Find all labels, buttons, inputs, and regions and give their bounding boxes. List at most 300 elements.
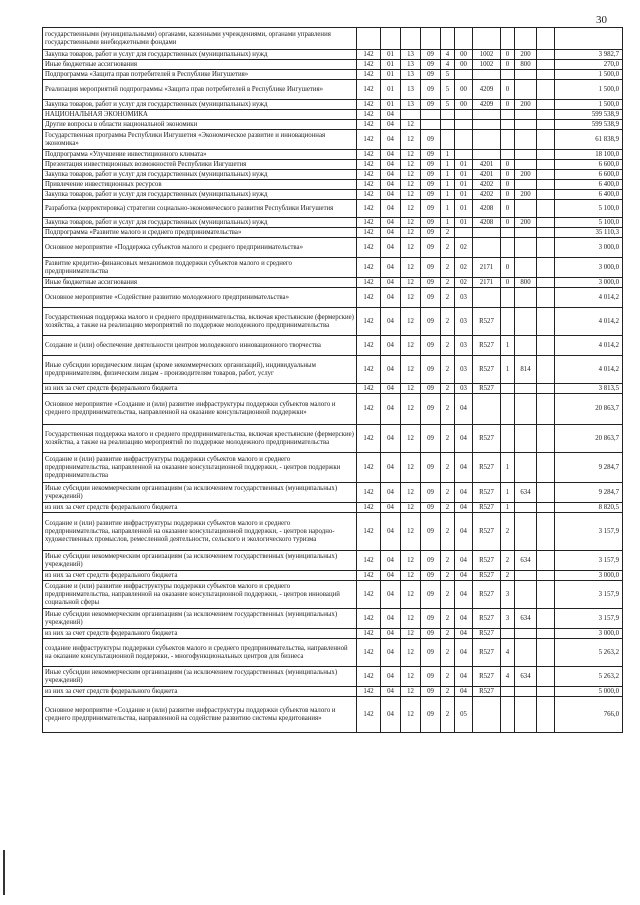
row-code-cell <box>515 110 537 120</box>
row-code-cell: 0 <box>501 200 515 218</box>
row-code-cell: 2 <box>441 453 455 483</box>
row-amount-cell: 3 000,0 <box>555 238 623 258</box>
row-code-cell: 04 <box>381 130 401 150</box>
row-code-cell: 04 <box>381 180 401 190</box>
row-name-cell: государственными (муниципальными) органами, казенными учреждениями, органами управления государственными внебюджетными фондами <box>43 28 357 50</box>
row-code-cell: 04 <box>381 581 401 609</box>
row-code-cell <box>501 28 515 50</box>
row-code-cell: 142 <box>357 697 381 733</box>
row-code-cell: 02 <box>455 238 473 258</box>
row-code-cell <box>537 200 555 218</box>
row-code-cell: 12 <box>401 609 421 629</box>
row-code-cell: 09 <box>421 228 441 238</box>
row-name-cell: Государственная программа Республики Ингушетия «Экономическое развитие и инновационная экономика» <box>43 130 357 150</box>
row-code-cell: R527 <box>473 483 501 503</box>
table-row <box>43 28 623 50</box>
row-code-cell <box>537 218 555 228</box>
table-row <box>43 394 623 425</box>
row-code-cell <box>537 50 555 60</box>
row-code-cell: 09 <box>421 581 441 609</box>
row-code-cell: 0 <box>501 100 515 110</box>
row-code-cell: 2 <box>441 513 455 551</box>
row-code-cell: 142 <box>357 667 381 687</box>
row-code-cell <box>515 130 537 150</box>
row-amount-cell: 270,0 <box>555 60 623 70</box>
row-code-cell: 1002 <box>473 50 501 60</box>
row-code-cell: 634 <box>515 483 537 503</box>
row-code-cell: 09 <box>421 551 441 571</box>
row-code-cell: 142 <box>357 70 381 80</box>
row-code-cell <box>537 60 555 70</box>
row-code-cell: 634 <box>515 551 537 571</box>
row-code-cell: 2 <box>441 697 455 733</box>
row-code-cell: 09 <box>421 170 441 180</box>
row-amount-cell: 20 863,7 <box>555 425 623 453</box>
row-code-cell: 13 <box>401 60 421 70</box>
row-code-cell <box>515 571 537 581</box>
row-code-cell: 09 <box>421 70 441 80</box>
row-name-cell: Подпрограмма «Развитие малого и среднего предпринимательства» <box>43 228 357 238</box>
row-amount-cell: 6 600,0 <box>555 160 623 170</box>
row-code-cell: 12 <box>401 425 421 453</box>
row-code-cell: 4202 <box>473 190 501 200</box>
row-code-cell: 12 <box>401 384 421 394</box>
row-code-cell: 2 <box>501 513 515 551</box>
row-code-cell: 04 <box>381 200 401 218</box>
row-code-cell: R527 <box>473 667 501 687</box>
table-row <box>43 200 623 218</box>
row-code-cell: 142 <box>357 581 381 609</box>
row-name-cell: Другие вопросы в области национальной экономики <box>43 120 357 130</box>
table-row <box>43 228 623 238</box>
row-code-cell: 142 <box>357 238 381 258</box>
table-row <box>43 308 623 336</box>
row-code-cell <box>515 394 537 425</box>
row-code-cell: 04 <box>381 218 401 228</box>
row-code-cell: 09 <box>421 571 441 581</box>
row-code-cell <box>501 687 515 697</box>
row-code-cell: 04 <box>381 150 401 160</box>
row-amount-cell: 766,0 <box>555 697 623 733</box>
row-code-cell: 09 <box>421 50 441 60</box>
row-code-cell: 09 <box>421 394 441 425</box>
row-code-cell <box>537 238 555 258</box>
row-code-cell: 04 <box>381 238 401 258</box>
row-code-cell <box>515 238 537 258</box>
row-code-cell <box>455 70 473 80</box>
row-code-cell <box>537 384 555 394</box>
row-code-cell: 142 <box>357 288 381 308</box>
row-code-cell <box>501 308 515 336</box>
row-code-cell: 2 <box>441 258 455 278</box>
row-code-cell: 12 <box>401 453 421 483</box>
row-code-cell: 142 <box>357 308 381 336</box>
row-code-cell <box>473 28 501 50</box>
row-code-cell: 142 <box>357 394 381 425</box>
row-code-cell <box>537 503 555 513</box>
row-code-cell: 2 <box>441 394 455 425</box>
row-code-cell: 04 <box>381 513 401 551</box>
row-code-cell: 04 <box>455 425 473 453</box>
row-code-cell: 12 <box>401 667 421 687</box>
row-amount-cell: 4 014,2 <box>555 356 623 384</box>
row-code-cell: 4208 <box>473 200 501 218</box>
row-code-cell: 2 <box>441 571 455 581</box>
row-code-cell: 142 <box>357 503 381 513</box>
row-code-cell: 2 <box>441 238 455 258</box>
row-code-cell: 4 <box>501 639 515 667</box>
row-code-cell <box>515 70 537 80</box>
row-code-cell: 12 <box>401 503 421 513</box>
table-row <box>43 425 623 453</box>
row-code-cell <box>515 228 537 238</box>
row-code-cell: 04 <box>381 667 401 687</box>
row-name-cell: создание инфраструктуры поддержки субъектов малого и среднего предпринимательства, направленной на оказание консультационной поддержки, - многофункциональных центров для бизнеса <box>43 639 357 667</box>
row-code-cell: 04 <box>455 581 473 609</box>
row-code-cell: 800 <box>515 60 537 70</box>
row-code-cell: 5 <box>441 80 455 100</box>
row-code-cell <box>455 120 473 130</box>
row-code-cell <box>473 228 501 238</box>
row-code-cell: 142 <box>357 180 381 190</box>
row-code-cell: 142 <box>357 160 381 170</box>
row-code-cell: 09 <box>421 503 441 513</box>
row-code-cell: 01 <box>455 218 473 228</box>
scan-edge-mark <box>3 850 5 895</box>
row-code-cell: 00 <box>455 80 473 100</box>
row-code-cell: R527 <box>473 571 501 581</box>
row-amount-cell: 61 838,9 <box>555 130 623 150</box>
row-code-cell <box>537 308 555 336</box>
row-code-cell <box>357 28 381 50</box>
row-code-cell <box>515 629 537 639</box>
row-code-cell: 09 <box>421 639 441 667</box>
row-code-cell <box>501 288 515 308</box>
row-name-cell: Иные субсидии юридическим лицам (кроме некоммерческих организаций), индивидуальным предпринимателям, физическим лицам - производителям товаров, работ, услуг <box>43 356 357 384</box>
row-code-cell: 09 <box>421 130 441 150</box>
row-code-cell: 03 <box>455 356 473 384</box>
row-code-cell <box>537 150 555 160</box>
row-code-cell: 04 <box>381 356 401 384</box>
row-name-cell: Развитие кредитно-финансовых механизмов поддержки субъектов малого и среднего предпринимательства <box>43 258 357 278</box>
row-code-cell: 5 <box>441 70 455 80</box>
row-name-cell: Подпрограмма «Улучшение инвестиционного климата» <box>43 150 357 160</box>
row-code-cell: 1 <box>441 170 455 180</box>
row-code-cell <box>537 667 555 687</box>
row-code-cell: 12 <box>401 228 421 238</box>
row-code-cell: R527 <box>473 425 501 453</box>
row-code-cell <box>515 513 537 551</box>
row-code-cell: 04 <box>455 609 473 629</box>
row-code-cell: 09 <box>421 513 441 551</box>
row-code-cell <box>515 160 537 170</box>
table-row <box>43 110 623 120</box>
row-amount-cell: 9 284,7 <box>555 453 623 483</box>
row-name-cell: Основное мероприятие «Поддержка субъектов малого и среднего предпринимательства» <box>43 238 357 258</box>
row-name-cell: Иные субсидии некоммерческим организациям (за исключением государственных (муниципальных) учреждений) <box>43 483 357 503</box>
row-name-cell: из них за счет средств федерального бюджета <box>43 687 357 697</box>
row-code-cell: 4 <box>501 667 515 687</box>
row-code-cell: 142 <box>357 150 381 160</box>
row-code-cell: 00 <box>455 60 473 70</box>
row-code-cell <box>515 308 537 336</box>
row-code-cell: 03 <box>455 288 473 308</box>
table-row <box>43 60 623 70</box>
row-amount-cell: 3 157,9 <box>555 581 623 609</box>
row-code-cell: 1 <box>441 160 455 170</box>
row-code-cell: 12 <box>401 258 421 278</box>
row-code-cell: 04 <box>381 258 401 278</box>
row-code-cell <box>537 170 555 180</box>
row-code-cell: 12 <box>401 160 421 170</box>
row-code-cell: 04 <box>381 639 401 667</box>
row-code-cell <box>515 639 537 667</box>
row-code-cell: 0 <box>501 258 515 278</box>
row-code-cell: 09 <box>421 697 441 733</box>
row-code-cell <box>515 425 537 453</box>
row-code-cell <box>421 28 441 50</box>
row-amount-cell: 3 000,0 <box>555 629 623 639</box>
row-code-cell <box>537 120 555 130</box>
row-code-cell: 4202 <box>473 180 501 190</box>
row-code-cell: 09 <box>421 629 441 639</box>
row-code-cell: 09 <box>421 687 441 697</box>
row-code-cell: 142 <box>357 228 381 238</box>
row-code-cell: 200 <box>515 170 537 180</box>
row-code-cell: 12 <box>401 639 421 667</box>
table-row <box>43 258 623 278</box>
row-name-cell: Создание и (или) развитие инфраструктуры поддержки субъектов малого и среднего предпринимательства, направленной на оказание консультационной поддержки, - центров инноваций социальной сферы <box>43 581 357 609</box>
row-code-cell: 142 <box>357 80 381 100</box>
row-code-cell: 142 <box>357 483 381 503</box>
row-name-cell: Презентация инвестиционных возможностей Республики Ингушетия <box>43 160 357 170</box>
table-row <box>43 50 623 60</box>
row-code-cell: 142 <box>357 110 381 120</box>
row-name-cell: Основное мероприятие «Создание и (или) развитие инфраструктуры поддержки субъектов малого и среднего предпринимательства, направленной на оказание консультационной поддержки» <box>43 394 357 425</box>
row-code-cell: 142 <box>357 60 381 70</box>
row-code-cell: 1 <box>501 336 515 356</box>
row-code-cell: 1 <box>441 218 455 228</box>
table-row <box>43 667 623 687</box>
row-code-cell: 142 <box>357 639 381 667</box>
row-code-cell: 12 <box>401 513 421 551</box>
row-code-cell: 4209 <box>473 100 501 110</box>
row-code-cell: 1002 <box>473 60 501 70</box>
row-code-cell: R527 <box>473 629 501 639</box>
row-name-cell: Иные субсидии некоммерческим организациям (за исключением государственных (муниципальных) учреждений) <box>43 609 357 629</box>
row-name-cell: НАЦИОНАЛЬНАЯ ЭКОНОМИКА <box>43 110 357 120</box>
row-amount-cell: 4 014,2 <box>555 288 623 308</box>
row-code-cell <box>455 228 473 238</box>
row-code-cell <box>473 120 501 130</box>
row-code-cell <box>473 70 501 80</box>
row-code-cell: 142 <box>357 609 381 629</box>
row-code-cell: 2 <box>441 581 455 609</box>
row-code-cell: 09 <box>421 384 441 394</box>
row-code-cell: 0 <box>501 50 515 60</box>
row-code-cell <box>501 425 515 453</box>
row-code-cell <box>441 110 455 120</box>
row-code-cell <box>441 130 455 150</box>
table-row <box>43 697 623 733</box>
row-code-cell: 09 <box>421 278 441 288</box>
row-code-cell: 12 <box>401 150 421 160</box>
row-code-cell: 12 <box>401 697 421 733</box>
row-code-cell <box>421 110 441 120</box>
row-code-cell <box>537 258 555 278</box>
row-amount-cell: 4 014,2 <box>555 308 623 336</box>
row-code-cell <box>381 28 401 50</box>
row-code-cell <box>473 394 501 425</box>
row-code-cell: 200 <box>515 218 537 228</box>
row-code-cell: 12 <box>401 130 421 150</box>
row-code-cell: 0 <box>501 160 515 170</box>
row-name-cell: Закупка товаров, работ и услуг для государственных (муниципальных) нужд <box>43 218 357 228</box>
row-code-cell <box>515 150 537 160</box>
row-amount-cell: 3 813,5 <box>555 384 623 394</box>
row-code-cell: 0 <box>501 180 515 190</box>
row-name-cell: Закупка товаров, работ и услуг для государственных (муниципальных) нужд <box>43 190 357 200</box>
row-name-cell: Создание и (или) обеспечение деятельности центров молодежного инновационного творчества <box>43 336 357 356</box>
row-code-cell: 2 <box>501 551 515 571</box>
row-code-cell: 142 <box>357 356 381 384</box>
row-code-cell: 12 <box>401 483 421 503</box>
row-code-cell <box>473 697 501 733</box>
row-code-cell: 09 <box>421 336 441 356</box>
row-code-cell <box>501 70 515 80</box>
row-code-cell: 04 <box>455 667 473 687</box>
row-code-cell: 09 <box>421 200 441 218</box>
row-code-cell <box>473 130 501 150</box>
row-code-cell: 0 <box>501 60 515 70</box>
row-code-cell: 1 <box>441 180 455 190</box>
row-code-cell <box>515 258 537 278</box>
row-code-cell <box>537 80 555 100</box>
table-row <box>43 513 623 551</box>
row-code-cell: 12 <box>401 581 421 609</box>
row-code-cell: 12 <box>401 120 421 130</box>
table-row <box>43 120 623 130</box>
row-code-cell: 4201 <box>473 160 501 170</box>
row-code-cell: 13 <box>401 100 421 110</box>
row-code-cell <box>537 394 555 425</box>
row-name-cell: Основное мероприятие «Содействие развитию молодежного предпринимательства» <box>43 288 357 308</box>
table-row <box>43 238 623 258</box>
row-code-cell: 4208 <box>473 218 501 228</box>
row-amount-cell: 3 000,0 <box>555 258 623 278</box>
row-code-cell: 12 <box>401 190 421 200</box>
row-amount-cell: 5 263,2 <box>555 667 623 687</box>
row-code-cell: 12 <box>401 308 421 336</box>
row-amount-cell: 4 014,2 <box>555 336 623 356</box>
table-row <box>43 687 623 697</box>
row-amount-cell: 6 600,0 <box>555 170 623 180</box>
row-code-cell: 142 <box>357 687 381 697</box>
row-code-cell <box>455 150 473 160</box>
row-code-cell: 0 <box>501 190 515 200</box>
table-row <box>43 483 623 503</box>
row-code-cell: 03 <box>455 384 473 394</box>
row-amount-cell: 3 000,0 <box>555 278 623 288</box>
row-code-cell: 142 <box>357 218 381 228</box>
table-row <box>43 130 623 150</box>
row-code-cell: 04 <box>455 503 473 513</box>
row-code-cell: 04 <box>381 308 401 336</box>
row-code-cell <box>441 120 455 130</box>
row-amount-cell: 5 000,0 <box>555 687 623 697</box>
table-row <box>43 218 623 228</box>
row-code-cell: 01 <box>381 100 401 110</box>
row-code-cell <box>537 130 555 150</box>
row-code-cell: 09 <box>421 258 441 278</box>
row-code-cell: 2171 <box>473 278 501 288</box>
row-code-cell: 09 <box>421 60 441 70</box>
row-amount-cell: 6 400,0 <box>555 180 623 190</box>
row-code-cell: 2 <box>441 356 455 384</box>
row-code-cell: 2 <box>441 503 455 513</box>
row-code-cell <box>515 80 537 100</box>
row-code-cell <box>537 228 555 238</box>
table-row <box>43 551 623 571</box>
row-name-cell: Подпрограмма «Защита прав потребителей в Республике Ингушетия» <box>43 70 357 80</box>
row-code-cell: 142 <box>357 258 381 278</box>
row-code-cell <box>537 571 555 581</box>
row-code-cell: 2 <box>441 687 455 697</box>
row-code-cell: 04 <box>381 503 401 513</box>
table-row <box>43 170 623 180</box>
row-code-cell: 12 <box>401 180 421 190</box>
table-row <box>43 453 623 483</box>
row-code-cell: 09 <box>421 80 441 100</box>
row-code-cell: 04 <box>381 160 401 170</box>
row-code-cell <box>537 483 555 503</box>
row-code-cell: 1 <box>501 453 515 483</box>
row-code-cell: R527 <box>473 609 501 629</box>
row-code-cell: 04 <box>455 483 473 503</box>
row-code-cell: 04 <box>381 384 401 394</box>
row-code-cell: 1 <box>501 483 515 503</box>
row-code-cell: 200 <box>515 100 537 110</box>
row-code-cell <box>537 425 555 453</box>
row-code-cell: 3 <box>501 581 515 609</box>
row-code-cell <box>455 28 473 50</box>
row-code-cell <box>537 110 555 120</box>
row-code-cell: 142 <box>357 551 381 571</box>
row-code-cell <box>537 190 555 200</box>
row-amount-cell: 5 263,2 <box>555 639 623 667</box>
row-code-cell: 09 <box>421 100 441 110</box>
row-name-cell: Создание и (или) развитие инфраструктуры поддержки субъектов малого и среднего предпринимательства, направленной на оказание консультационной поддержки, - центров народно-художественных промыслов, ремесленной деятельности, сельского и экологического туризма <box>43 513 357 551</box>
row-code-cell: 142 <box>357 190 381 200</box>
row-code-cell: 09 <box>421 453 441 483</box>
row-code-cell: R527 <box>473 687 501 697</box>
row-code-cell <box>515 687 537 697</box>
row-code-cell: 1 <box>441 150 455 160</box>
row-amount-cell: 5 100,0 <box>555 218 623 228</box>
row-code-cell: 2171 <box>473 258 501 278</box>
row-code-cell: 04 <box>381 571 401 581</box>
row-code-cell: 142 <box>357 453 381 483</box>
row-code-cell: 12 <box>401 218 421 228</box>
row-code-cell <box>515 384 537 394</box>
row-code-cell: 142 <box>357 200 381 218</box>
table-row <box>43 80 623 100</box>
row-code-cell: 1 <box>441 200 455 218</box>
row-amount-cell: 3 157,9 <box>555 551 623 571</box>
row-code-cell: 09 <box>421 288 441 308</box>
row-code-cell: 01 <box>381 60 401 70</box>
row-code-cell: 634 <box>515 667 537 687</box>
